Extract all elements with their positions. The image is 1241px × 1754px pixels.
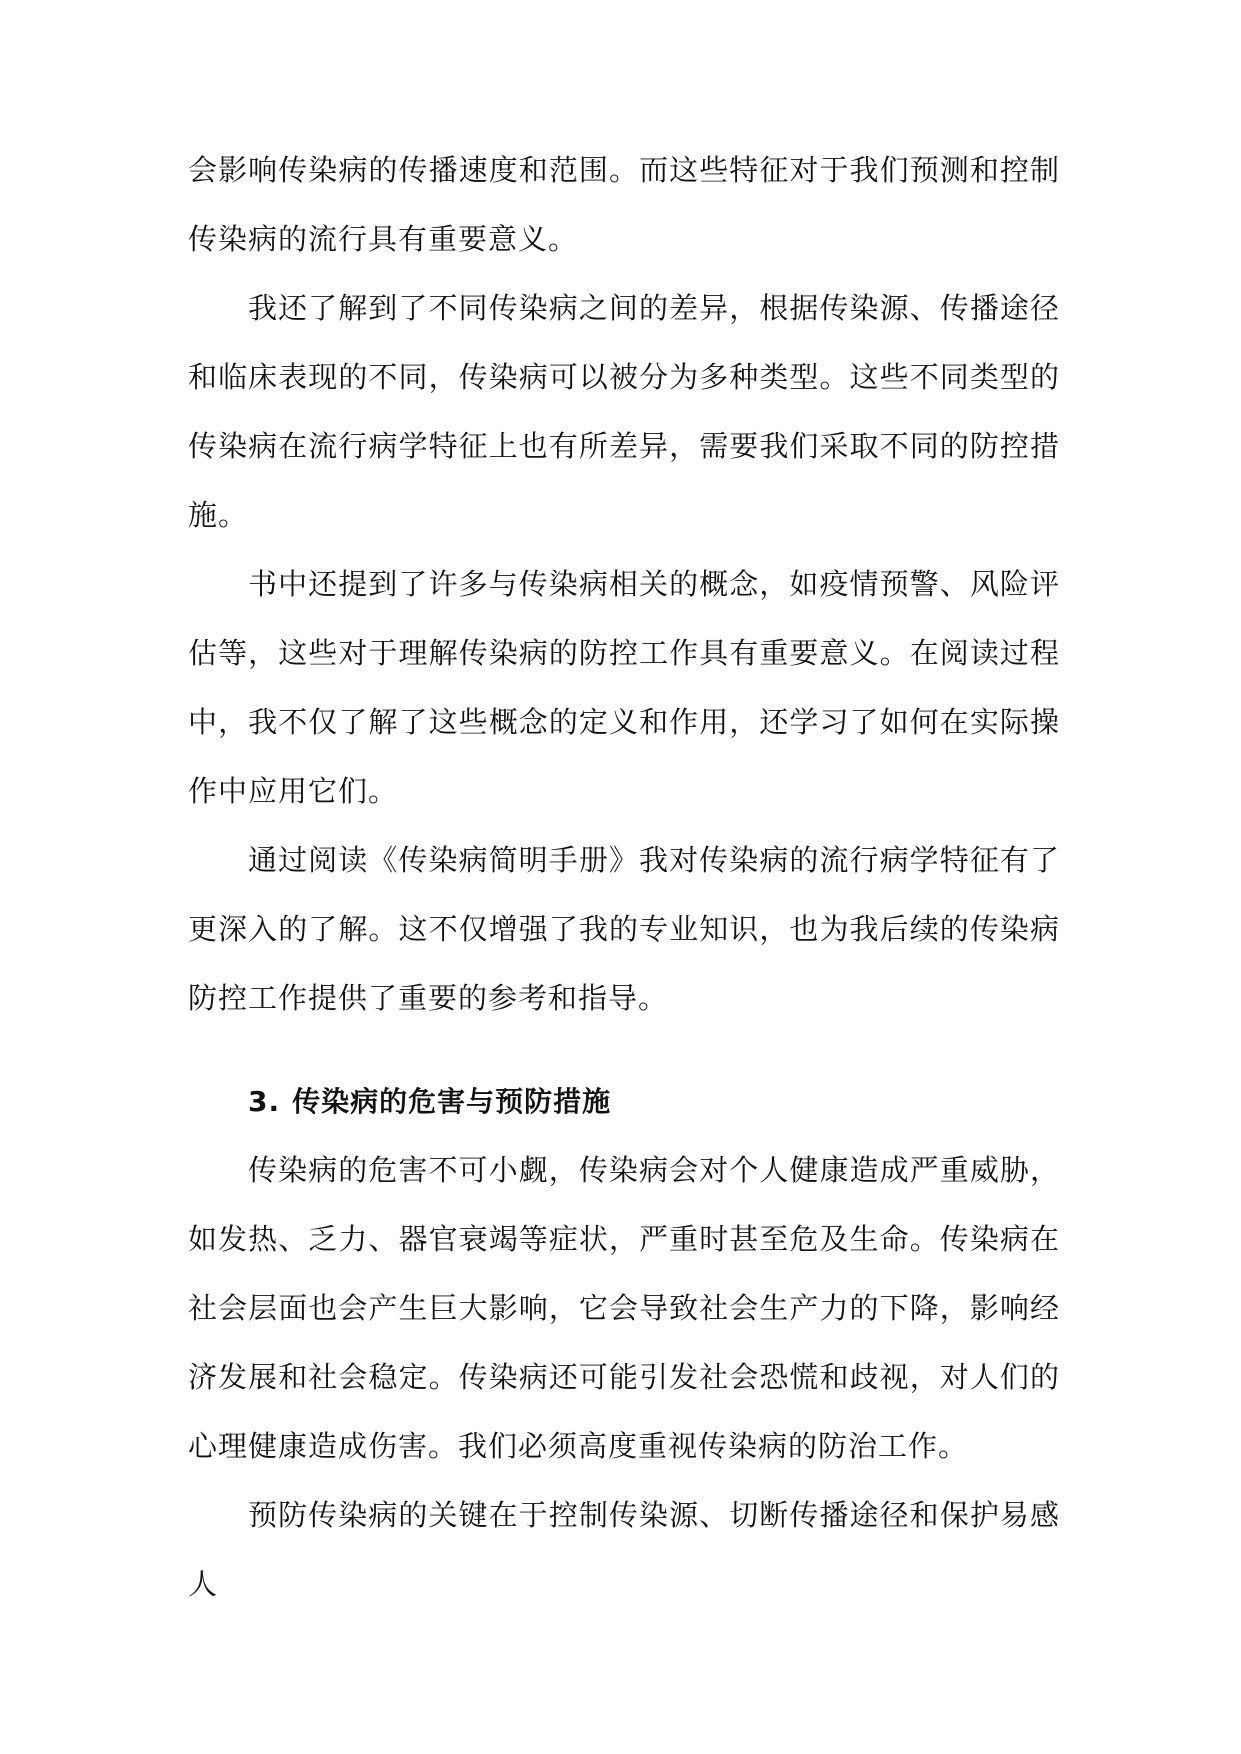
section-number: 3. (248, 1085, 281, 1118)
section-title: 传染病的危害与预防措施 (292, 1085, 612, 1118)
paragraph-related-concepts: 书中还提到了许多与传染病相关的概念，如疫情预警、风险评估等，这些对于理解传染病的防控工作具有重要意义。在阅读过程中，我不仅了解了这些概念的定义和作用，还学习了如何在实际操作中应用它们。 (188, 567, 1060, 808)
paragraph-harms: 传染病的危害不可小觑，传染病会对个人健康造成严重威胁，如发热、乏力、器官衰竭等症状，严重时甚至危及生命。传染病在社会层面也会产生巨大影响，它会导致社会生产力的下降，影响经济发展和社会稳定。传染病还可能引发社会恐慌和歧视，对人们的心理健康造成伤害。我们必须高度重视传染病的防治工作。 (188, 1153, 1060, 1463)
paragraph-continuation: 会影响传染病的传播速度和范围。而这些特征对于我们预测和控制传染病的流行具有重要意义。 (188, 153, 1060, 256)
paragraph-reading-summary: 通过阅读《传染病简明手册》我对传染病的流行病学特征有了更深入的了解。这不仅增强了我的专业知识，也为我后续的传染病防控工作提供了重要的参考和指导。 (188, 843, 1060, 1015)
section-heading (188, 1067, 1060, 1136)
document-body (188, 136, 1060, 1619)
paragraph-prevention: 预防传染病的关键在于控制传染源、切断传播途径和保护易感人 (188, 1498, 1060, 1601)
paragraph-disease-types: 我还了解到了不同传染病之间的差异，根据传染源、传播途径和临床表现的不同，传染病可以被分为多种类型。这些不同类型的传染病在流行病学特征上也有所差异，需要我们采取不同的防控措施。 (188, 291, 1060, 532)
